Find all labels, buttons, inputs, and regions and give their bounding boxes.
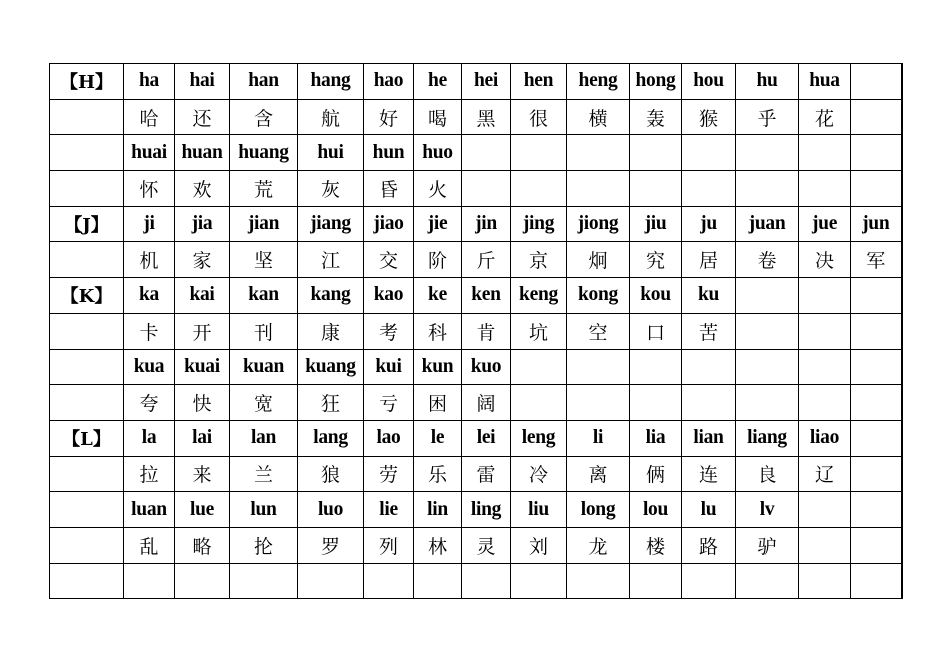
pinyin-cell: lao <box>364 420 414 456</box>
empty-cell <box>298 563 364 599</box>
empty-cell <box>364 563 414 599</box>
pinyin-cell: huai <box>124 135 175 171</box>
hanzi-cell: 开 <box>175 313 230 349</box>
empty-cell <box>124 563 175 599</box>
pinyin-row <box>50 135 902 171</box>
hanzi-cell: 冷 <box>511 456 567 492</box>
section-label: 【K】 <box>50 278 124 314</box>
pinyin-cell: jin <box>462 206 511 242</box>
hanzi-cell <box>851 171 902 207</box>
pinyin-cell: huan <box>175 135 230 171</box>
pinyin-cell <box>630 349 682 385</box>
pinyin-cell: leng <box>511 420 567 456</box>
hanzi-cell: 良 <box>736 456 799 492</box>
hanzi-cell: 刊 <box>230 313 298 349</box>
pinyin-cell: hu <box>736 64 799 100</box>
hanzi-cell: 炯 <box>567 242 630 278</box>
pinyin-cell: jia <box>175 206 230 242</box>
pinyin-cell: hun <box>364 135 414 171</box>
pinyin-cell: lia <box>630 420 682 456</box>
pinyin-cell <box>511 349 567 385</box>
pinyin-cell: hei <box>462 64 511 100</box>
hanzi-cell: 拉 <box>124 456 175 492</box>
pinyin-row <box>50 206 902 242</box>
hanzi-cell: 亏 <box>364 385 414 421</box>
hanzi-cell: 横 <box>567 99 630 135</box>
empty-cell <box>50 563 124 599</box>
pinyin-cell: jing <box>511 206 567 242</box>
hanzi-cell <box>851 456 902 492</box>
pinyin-cell: ke <box>414 278 462 314</box>
pinyin-cell: ji <box>124 206 175 242</box>
label-cell <box>50 135 124 171</box>
hanzi-cell: 康 <box>298 313 364 349</box>
label-cell <box>50 313 124 349</box>
hanzi-cell: 究 <box>630 242 682 278</box>
pinyin-cell <box>799 278 851 314</box>
pinyin-cell: kuai <box>175 349 230 385</box>
hanzi-cell: 猴 <box>682 99 736 135</box>
pinyin-cell: ken <box>462 278 511 314</box>
hanzi-cell: 灰 <box>298 171 364 207</box>
pinyin-table <box>49 63 903 599</box>
hanzi-row <box>50 456 902 492</box>
hanzi-cell: 夸 <box>124 385 175 421</box>
hanzi-cell: 昏 <box>364 171 414 207</box>
label-cell <box>50 171 124 207</box>
pinyin-cell: long <box>567 492 630 528</box>
pinyin-cell: lian <box>682 420 736 456</box>
hanzi-cell: 考 <box>364 313 414 349</box>
hanzi-cell: 困 <box>414 385 462 421</box>
hanzi-cell: 楼 <box>630 527 682 563</box>
hanzi-cell <box>851 99 902 135</box>
pinyin-cell <box>851 278 902 314</box>
pinyin-cell: lv <box>736 492 799 528</box>
pinyin-cell: lan <box>230 420 298 456</box>
pinyin-cell: kuan <box>230 349 298 385</box>
pinyin-row <box>50 349 902 385</box>
hanzi-cell: 口 <box>630 313 682 349</box>
hanzi-cell <box>736 313 799 349</box>
pinyin-cell: ju <box>682 206 736 242</box>
hanzi-cell: 交 <box>364 242 414 278</box>
hanzi-cell: 刘 <box>511 527 567 563</box>
pinyin-cell: kou <box>630 278 682 314</box>
hanzi-cell: 龙 <box>567 527 630 563</box>
pinyin-cell <box>851 420 902 456</box>
pinyin-cell: kua <box>124 349 175 385</box>
hanzi-cell: 略 <box>175 527 230 563</box>
hanzi-cell: 含 <box>230 99 298 135</box>
pinyin-cell: han <box>230 64 298 100</box>
hanzi-cell: 怀 <box>124 171 175 207</box>
empty-cell <box>799 563 851 599</box>
hanzi-cell: 狂 <box>298 385 364 421</box>
empty-cell <box>567 563 630 599</box>
pinyin-cell: la <box>124 420 175 456</box>
pinyin-cell <box>851 492 902 528</box>
hanzi-cell: 乱 <box>124 527 175 563</box>
pinyin-cell: kuang <box>298 349 364 385</box>
hanzi-cell <box>799 171 851 207</box>
pinyin-cell: jian <box>230 206 298 242</box>
empty-cell <box>736 563 799 599</box>
hanzi-cell: 乎 <box>736 99 799 135</box>
pinyin-cell <box>851 349 902 385</box>
pinyin-cell: lu <box>682 492 736 528</box>
pinyin-cell <box>630 135 682 171</box>
label-cell <box>50 242 124 278</box>
pinyin-cell: jiao <box>364 206 414 242</box>
hanzi-cell: 机 <box>124 242 175 278</box>
hanzi-cell <box>851 385 902 421</box>
hanzi-cell: 科 <box>414 313 462 349</box>
hanzi-cell: 欢 <box>175 171 230 207</box>
pinyin-cell: kong <box>567 278 630 314</box>
hanzi-cell: 俩 <box>630 456 682 492</box>
pinyin-cell: hai <box>175 64 230 100</box>
pinyin-cell: lie <box>364 492 414 528</box>
hanzi-cell: 路 <box>682 527 736 563</box>
hanzi-cell: 抡 <box>230 527 298 563</box>
hanzi-cell: 坚 <box>230 242 298 278</box>
hanzi-cell: 家 <box>175 242 230 278</box>
pinyin-cell: ling <box>462 492 511 528</box>
empty-cell <box>175 563 230 599</box>
pinyin-cell: kao <box>364 278 414 314</box>
pinyin-cell: lai <box>175 420 230 456</box>
pinyin-cell: ka <box>124 278 175 314</box>
label-cell <box>50 99 124 135</box>
hanzi-cell: 哈 <box>124 99 175 135</box>
hanzi-cell: 火 <box>414 171 462 207</box>
pinyin-cell: kai <box>175 278 230 314</box>
hanzi-cell: 列 <box>364 527 414 563</box>
hanzi-cell: 肯 <box>462 313 511 349</box>
pinyin-cell: huang <box>230 135 298 171</box>
hanzi-cell: 军 <box>851 242 902 278</box>
pinyin-cell <box>736 278 799 314</box>
hanzi-cell: 喝 <box>414 99 462 135</box>
hanzi-cell <box>567 171 630 207</box>
hanzi-cell <box>462 171 511 207</box>
hanzi-cell <box>736 171 799 207</box>
hanzi-row <box>50 385 902 421</box>
empty-cell <box>630 563 682 599</box>
pinyin-cell: jiang <box>298 206 364 242</box>
label-cell <box>50 456 124 492</box>
pinyin-cell: juan <box>736 206 799 242</box>
hanzi-cell: 阔 <box>462 385 511 421</box>
hanzi-cell: 连 <box>682 456 736 492</box>
hanzi-cell: 灵 <box>462 527 511 563</box>
pinyin-cell: he <box>414 64 462 100</box>
hanzi-cell <box>799 527 851 563</box>
hanzi-cell: 航 <box>298 99 364 135</box>
pinyin-cell: jiong <box>567 206 630 242</box>
empty-cell <box>682 563 736 599</box>
label-cell <box>50 527 124 563</box>
hanzi-cell: 宽 <box>230 385 298 421</box>
empty-cell <box>414 563 462 599</box>
hanzi-cell: 辽 <box>799 456 851 492</box>
hanzi-cell: 乐 <box>414 456 462 492</box>
section-label: 【L】 <box>50 420 124 456</box>
pinyin-cell: li <box>567 420 630 456</box>
pinyin-row <box>50 278 902 314</box>
hanzi-cell: 快 <box>175 385 230 421</box>
hanzi-cell: 花 <box>799 99 851 135</box>
hanzi-cell <box>630 385 682 421</box>
pinyin-cell: jun <box>851 206 902 242</box>
pinyin-cell: jie <box>414 206 462 242</box>
hanzi-row <box>50 171 902 207</box>
pinyin-cell <box>511 135 567 171</box>
empty-row <box>50 563 902 599</box>
pinyin-cell: lang <box>298 420 364 456</box>
pinyin-cell: liang <box>736 420 799 456</box>
hanzi-row <box>50 313 902 349</box>
pinyin-cell: hao <box>364 64 414 100</box>
hanzi-cell: 兰 <box>230 456 298 492</box>
empty-cell <box>230 563 298 599</box>
hanzi-cell: 苦 <box>682 313 736 349</box>
pinyin-cell: hou <box>682 64 736 100</box>
pinyin-row <box>50 420 902 456</box>
hanzi-cell <box>682 385 736 421</box>
pinyin-cell <box>567 349 630 385</box>
hanzi-cell: 卡 <box>124 313 175 349</box>
label-cell <box>50 385 124 421</box>
pinyin-cell: kui <box>364 349 414 385</box>
pinyin-cell: ku <box>682 278 736 314</box>
hanzi-cell: 阶 <box>414 242 462 278</box>
pinyin-cell <box>799 135 851 171</box>
hanzi-cell: 空 <box>567 313 630 349</box>
pinyin-cell: hong <box>630 64 682 100</box>
pinyin-cell <box>736 135 799 171</box>
hanzi-cell: 狼 <box>298 456 364 492</box>
hanzi-cell: 黑 <box>462 99 511 135</box>
hanzi-cell: 荒 <box>230 171 298 207</box>
pinyin-cell: ha <box>124 64 175 100</box>
hanzi-cell <box>851 527 902 563</box>
pinyin-cell <box>736 349 799 385</box>
hanzi-cell <box>799 313 851 349</box>
hanzi-row <box>50 99 902 135</box>
hanzi-cell: 坑 <box>511 313 567 349</box>
pinyin-cell: heng <box>567 64 630 100</box>
label-cell <box>50 349 124 385</box>
hanzi-cell: 雷 <box>462 456 511 492</box>
pinyin-cell: lue <box>175 492 230 528</box>
pinyin-cell: le <box>414 420 462 456</box>
pinyin-row <box>50 64 902 100</box>
hanzi-cell: 劳 <box>364 456 414 492</box>
pinyin-row <box>50 492 902 528</box>
hanzi-cell <box>851 313 902 349</box>
hanzi-cell <box>630 171 682 207</box>
pinyin-cell: kuo <box>462 349 511 385</box>
hanzi-cell <box>511 171 567 207</box>
hanzi-cell: 江 <box>298 242 364 278</box>
pinyin-cell: lou <box>630 492 682 528</box>
empty-cell <box>511 563 567 599</box>
pinyin-cell: hang <box>298 64 364 100</box>
pinyin-cell: luo <box>298 492 364 528</box>
hanzi-cell: 京 <box>511 242 567 278</box>
pinyin-cell <box>567 135 630 171</box>
pinyin-cell: jue <box>799 206 851 242</box>
hanzi-cell: 卷 <box>736 242 799 278</box>
pinyin-cell <box>462 135 511 171</box>
hanzi-cell <box>567 385 630 421</box>
pinyin-cell: hen <box>511 64 567 100</box>
pinyin-cell: luan <box>124 492 175 528</box>
hanzi-cell: 斤 <box>462 242 511 278</box>
empty-cell <box>851 563 902 599</box>
hanzi-cell: 驴 <box>736 527 799 563</box>
hanzi-cell: 决 <box>799 242 851 278</box>
hanzi-row <box>50 527 902 563</box>
hanzi-cell <box>736 385 799 421</box>
hanzi-cell <box>511 385 567 421</box>
pinyin-cell: hua <box>799 64 851 100</box>
hanzi-cell: 轰 <box>630 99 682 135</box>
pinyin-cell: lin <box>414 492 462 528</box>
pinyin-cell: huo <box>414 135 462 171</box>
hanzi-cell <box>799 385 851 421</box>
hanzi-cell: 离 <box>567 456 630 492</box>
pinyin-cell: liu <box>511 492 567 528</box>
pinyin-cell <box>682 349 736 385</box>
hanzi-cell <box>682 171 736 207</box>
section-label: 【J】 <box>50 206 124 242</box>
hanzi-cell: 罗 <box>298 527 364 563</box>
pinyin-cell: liao <box>799 420 851 456</box>
section-label: 【H】 <box>50 64 124 100</box>
hanzi-cell: 好 <box>364 99 414 135</box>
pinyin-cell: kang <box>298 278 364 314</box>
hanzi-row <box>50 242 902 278</box>
hanzi-cell: 居 <box>682 242 736 278</box>
hanzi-cell: 很 <box>511 99 567 135</box>
hanzi-cell: 林 <box>414 527 462 563</box>
hanzi-cell: 还 <box>175 99 230 135</box>
hanzi-cell: 来 <box>175 456 230 492</box>
pinyin-cell: kan <box>230 278 298 314</box>
pinyin-cell: lun <box>230 492 298 528</box>
empty-cell <box>462 563 511 599</box>
label-cell <box>50 492 124 528</box>
pinyin-cell: kun <box>414 349 462 385</box>
pinyin-cell: lei <box>462 420 511 456</box>
pinyin-cell: hui <box>298 135 364 171</box>
pinyin-cell: keng <box>511 278 567 314</box>
pinyin-cell <box>682 135 736 171</box>
pinyin-cell <box>799 492 851 528</box>
pinyin-cell: jiu <box>630 206 682 242</box>
pinyin-cell <box>851 135 902 171</box>
pinyin-cell <box>851 64 902 100</box>
pinyin-cell <box>799 349 851 385</box>
